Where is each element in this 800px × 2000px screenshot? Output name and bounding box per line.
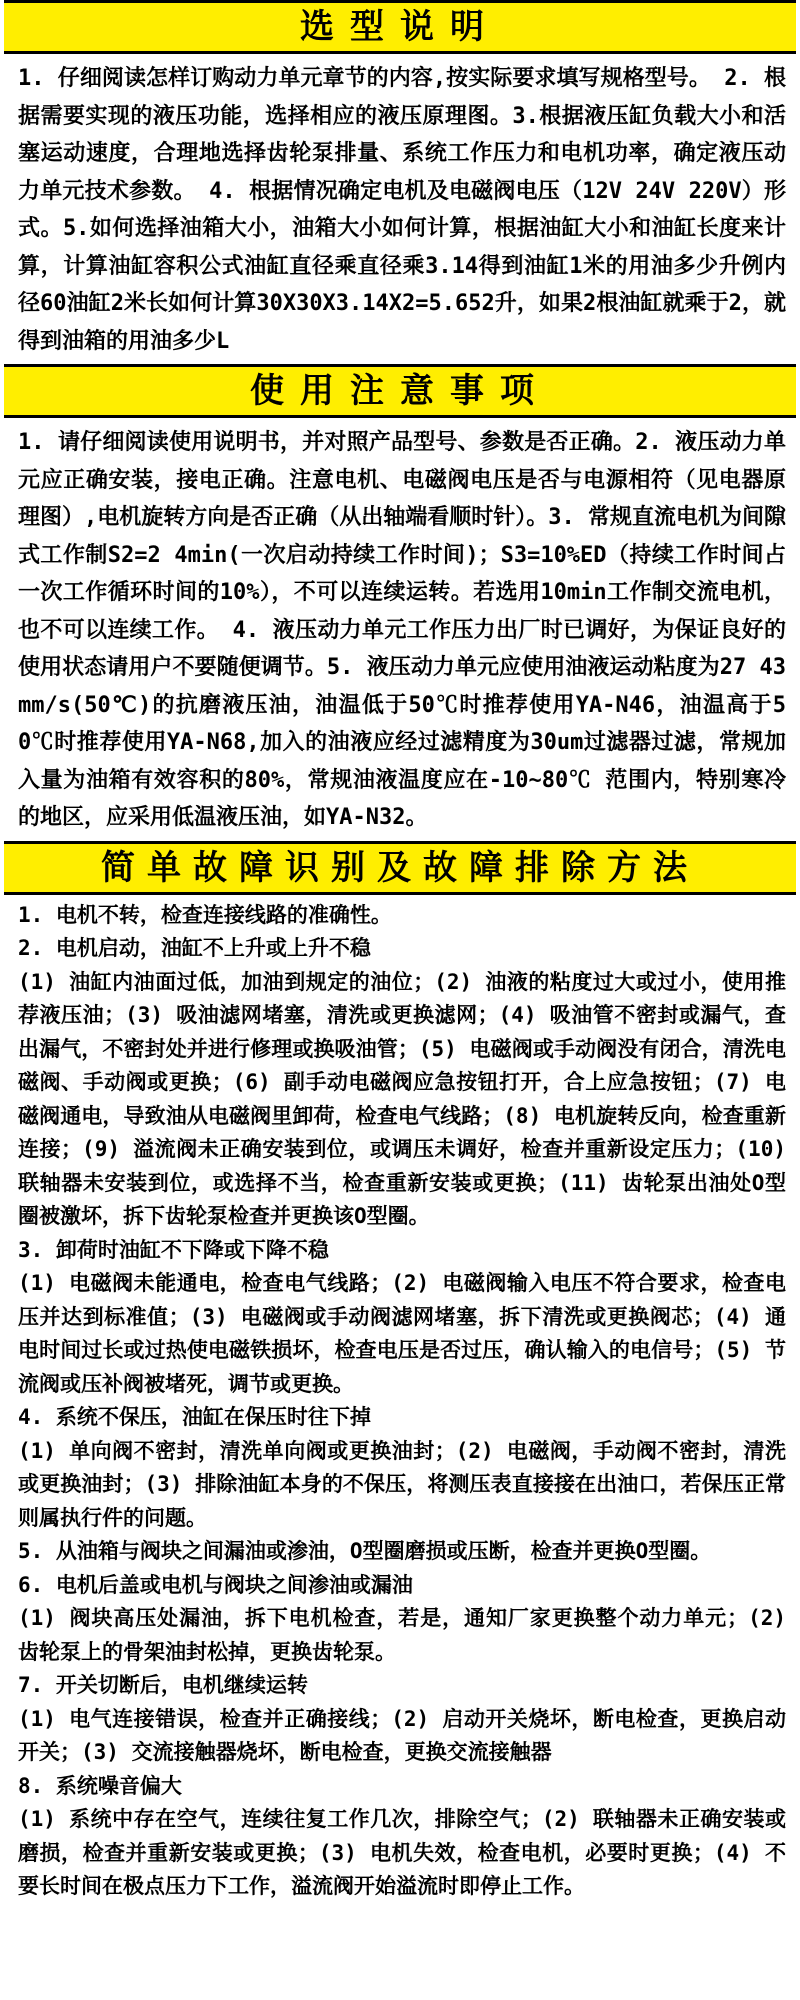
- section-title-notes: 使用注意事项: [250, 371, 550, 411]
- trouble-item-4: 4. 系统不保压，油缸在保压时往下掉: [18, 1405, 371, 1429]
- section-header-selection: [4, 0, 796, 54]
- trouble-item-6: 6. 电机后盖或电机与阀块之间渗油或漏油: [18, 1572, 413, 1597]
- trouble-item-7: 7. 开关切断后，电机继续运转: [18, 1673, 308, 1697]
- trouble-item-8: 8. 系统噪音偏大: [18, 1773, 182, 1798]
- section-header-troubleshooting: [4, 841, 796, 895]
- trouble-item-4-details: (1) 单向阀不密封，清洗单向阀或更换油封；(2) 电磁阀，手动阀不密封，清洗或更换油封；(3) 排除油缸本身的不保压，将测压表直接接在出油口，若保压正常则属执行件的问题。: [18, 1438, 786, 1530]
- selection-paragraph: 1. 仔细阅读怎样订购动力单元章节的内容,按实际要求填写规格型号。 2. 根据需要实现的液压功能，选择相应的液压原理图。3.根据液压缸负载大小和活塞运动速度，合理地选择齿轮泵排量、系统工作压力和电机功率，确定液压动力单元技术参数。 4. 根据情况确定电机及电磁阀电压（12V 24V 220V）形式。5.如何选择油箱大小，油箱大小如何计算，根据油缸大小和油缸长度来计算，计算油缸容积公式油缸直径乘直径乘3.14得到油缸1米的用油多少升例内径60油缸2米长如何计算30X30X3.14X2=5.652升，如果2根油缸就乘于2，就得到油箱的用油多少L: [18, 66, 786, 354]
- section-title-selection: 选型说明: [300, 7, 500, 47]
- troubleshooting-list: [4, 895, 796, 1904]
- trouble-item-2-details: (1) 油缸内油面过低，加油到规定的油位；(2) 油液的粘度过大或过小，使用推荐液压油；(3) 吸油滤网堵塞，清洗或更换滤网；(4) 吸油管不密封或漏气，查出漏气，不密封处并进行修理或换吸油管；(5) 电磁阀或手动阀没有闭合，清洗电磁阀、手动阀或更换；(6) 副手动电磁阀应急按钮打开，合上应急按钮；(7) 电磁阀通电，导致油从电磁阀里卸荷，检查电气线路；(8) 电机旋转反向，检查重新连接；(9) 溢流阀未正确安装到位，或调压未调好，检查并重新设定压力；(10) 联轴器未安装到位，或选择不当，检查重新安装或更换；(11) 齿轮泵出油处O型圈被激坏，拆下齿轮泵检查并更换该O型圈。: [18, 969, 786, 1228]
- trouble-item-2: 2. 电机启动，油缸不上升或上升不稳: [18, 936, 371, 960]
- trouble-item-5: 5. 从油箱与阀块之间漏油或渗油，O型圈磨损或压断，检查并更换O型圈。: [18, 1539, 712, 1563]
- trouble-item-7-details: (1) 电气连接错误，检查并正确接线；(2) 启动开关烧坏，断电检查，更换启动开关；(3) 交流接触器烧坏，断电检查，更换交流接触器: [18, 1706, 786, 1764]
- notes-paragraph: 1. 请仔细阅读使用说明书，并对照产品型号、参数是否正确。2. 液压动力单元应正确安装，接电正确。注意电机、电磁阀电压是否与电源相符（见电器原理图）,电机旋转方向是否正确（从出轴端看顺时针）。3. 常规直流电机为间隙式工作制S2=2 4min(一次启动持续工作时间)；S3=10%ED（持续工作时间占一次工作循环时间的10%），不可以连续运转。若选用10min工作制交流电机，也不可以连续工作。 4. 液压动力单元工作压力出厂时已调好，为保证良好的使用状态请用户不要随便调节。5. 液压动力单元应使用油液运动粘度为27 43mm/s(50℃)的抗磨液压油，油温低于50℃时推荐使用YA-N46，油温高于50℃时推荐使用YA-N68,加入的油液应经过滤精度为30um过滤器过滤，常规加入量为油箱有效容积的80%，常规油液温度应在-10~80℃ 范围内，特别寒冷的地区，应采用低温液压油，如YA-N32。: [18, 430, 786, 830]
- section-title-troubleshooting: 简单故障识别及故障排除方法: [101, 847, 699, 888]
- section-header-notes: [4, 364, 796, 418]
- trouble-item-3: 3. 卸荷时油缸不下降或下降不稳: [18, 1237, 329, 1262]
- trouble-item-1: 1. 电机不转，检查连接线路的准确性。: [18, 902, 392, 927]
- trouble-item-6-details: (1) 阀块高压处漏油，拆下电机检查，若是，通知厂家更换整个动力单元；(2) 齿轮泵上的骨架油封松掉，更换齿轮泵。: [18, 1606, 786, 1664]
- trouble-item-3-details: (1) 电磁阀未能通电，检查电气线路；(2) 电磁阀输入电压不符合要求，检查电压并达到标准值；(3) 电磁阀或手动阀滤网堵塞，拆下清洗或更换阀芯；(4) 通电时间过长或过热使电磁铁损坏，检查电压是否过压，确认输入的电信号；(5) 节流阀或压补阀被堵死，调节或更换。: [18, 1271, 786, 1396]
- trouble-item-8-details: (1) 系统中存在空气，连续往复工作几次，排除空气；(2) 联轴器未正确安装或磨损，检查并重新安装或更换；(3) 电机失效，检查电机，必要时更换；(4) 不要长时间在极点压力下工作，溢流阀开始溢流时即停止工作。: [18, 1807, 786, 1898]
